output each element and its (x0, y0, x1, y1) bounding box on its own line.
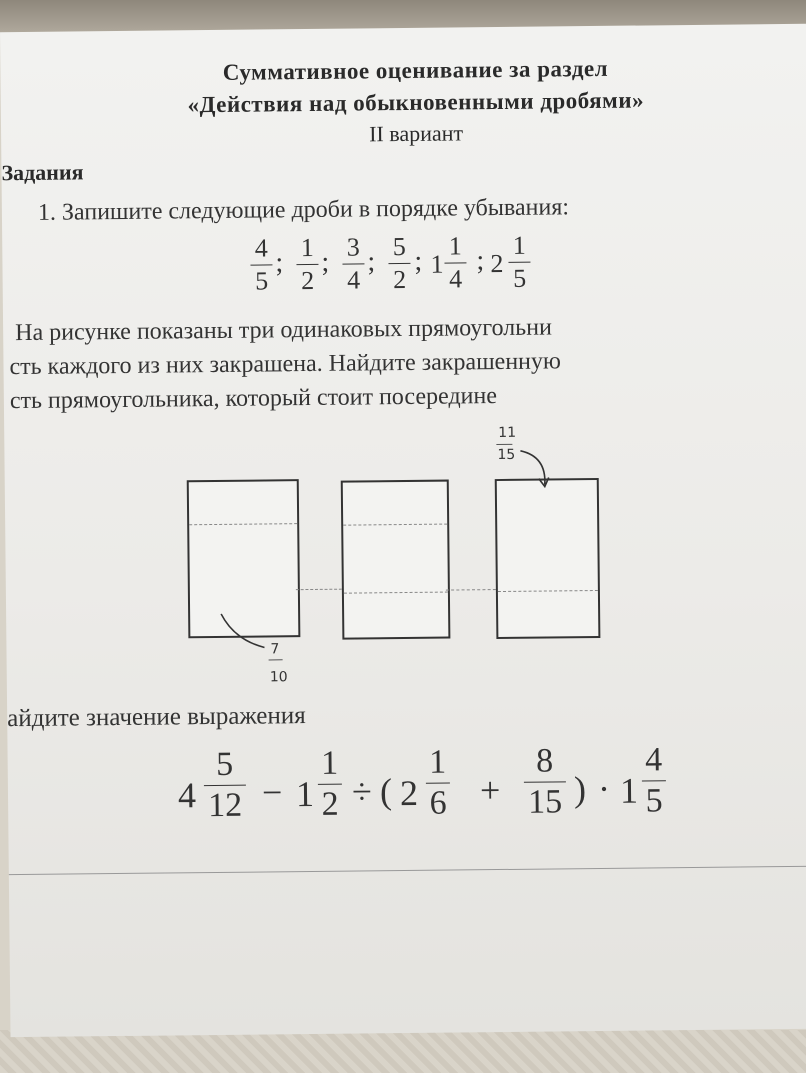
separator: ; (275, 247, 284, 279)
rectangle-middle (341, 480, 451, 640)
fraction-6-num: 1 (512, 230, 526, 260)
fraction-5-den: 4 (448, 264, 463, 294)
fraction-4-den: 2 (392, 264, 407, 295)
task1-text: 1. Запишите следующие дроби в порядке убывания: (37, 194, 570, 226)
expr-term1-whole: 4 (177, 775, 197, 816)
divider-line (9, 866, 806, 875)
expr-term3-num: 1 (428, 743, 447, 781)
dashed-connector-right (446, 589, 496, 591)
expr-term3-fraction (426, 743, 451, 822)
expr-term5-den: 5 (645, 782, 663, 820)
expr-term3-den: 6 (429, 784, 447, 822)
section-label: Задания (1, 159, 84, 186)
fraction-5-num: 1 (448, 231, 462, 261)
expr-open-paren: ( (379, 771, 393, 812)
expr-term4-fraction (524, 744, 567, 819)
expr-close-paren: ) (573, 769, 587, 810)
expr-divide: ÷ (351, 771, 372, 812)
task2-line2: сть каждого из них закрашена. Найдите закрашенную (9, 348, 562, 381)
expr-term2-den: 2 (321, 785, 339, 823)
expr-term3-whole: 2 (399, 772, 419, 814)
annotation-left-den: 10 (269, 669, 288, 686)
header-title-line2: «Действия над обыкновенными дробями» (187, 87, 645, 118)
expr-term5-whole: 1 (619, 770, 639, 811)
fraction-2-den: 2 (300, 265, 315, 296)
task2-line1: На рисунке показаны три одинаковых прямоугольни (15, 314, 552, 347)
annotation-right-bar (496, 444, 512, 445)
fraction-6-den: 5 (512, 263, 527, 293)
fraction-3-den: 4 (346, 265, 361, 295)
rectangle-middle-divider-bottom (344, 592, 448, 594)
arrow-icon-left (216, 609, 280, 660)
annotation-right-den: 15 (497, 446, 516, 464)
separator: ; (476, 245, 485, 277)
fraction-bar (250, 264, 272, 265)
expr-term2-num: 1 (321, 744, 339, 782)
separator: ; (414, 245, 423, 277)
expr-minus: − (261, 772, 283, 813)
expr-plus: + (479, 770, 501, 811)
rectangle-left-divider (189, 523, 297, 525)
separator: ; (321, 246, 330, 278)
fraction-4-num: 5 (392, 231, 406, 262)
worksheet-paper (0, 24, 806, 1037)
fraction-bar (342, 263, 364, 264)
separator: ; (367, 246, 376, 278)
fraction-6 (508, 230, 531, 293)
arrow-icon-right (516, 444, 557, 494)
fraction-1-num: 4 (254, 233, 268, 263)
fraction-5 (444, 233, 467, 292)
rectangle-right-divider (498, 590, 598, 592)
fraction-4 (388, 231, 411, 295)
fraction-bar (444, 262, 466, 263)
fraction-bar (388, 263, 410, 264)
annotation-left-bar (269, 659, 283, 660)
dashed-connector-left (296, 589, 342, 590)
expr-multiply: · (597, 768, 611, 809)
fraction-2 (296, 232, 319, 296)
fraction-3-num: 3 (346, 232, 360, 262)
expr-term1-den: 12 (207, 786, 243, 825)
header-title-line1: Суммативное оценивание за раздел (222, 55, 609, 85)
fraction-6-whole: 2 (490, 248, 504, 279)
expr-term2-whole: 1 (295, 773, 315, 815)
fraction-1 (250, 235, 273, 294)
expr-term5-fraction (642, 743, 667, 818)
annotation-right-num: 11 (498, 424, 517, 442)
fraction-5-whole: 1 (430, 249, 444, 279)
fraction-3 (342, 234, 365, 293)
annotation-left-num: 7 (270, 641, 280, 658)
expr-term5-num: 4 (644, 741, 663, 779)
rectangle-right (495, 478, 601, 639)
task3-text: айдите значение выражения (7, 702, 306, 733)
fraction-bar (508, 262, 530, 263)
fraction-bar (296, 264, 318, 265)
expr-term4-den: 15 (527, 783, 563, 821)
expr-term1-num: 5 (216, 745, 234, 783)
expr-term4-num: 8 (535, 742, 554, 780)
background-fabric-bottom (0, 1030, 806, 1073)
fraction-1-den: 5 (254, 266, 269, 296)
fraction-2-num: 1 (300, 232, 314, 263)
expr-term2-fraction (318, 744, 343, 823)
variant-label: II вариант (368, 120, 464, 147)
task2-line3: сть прямоугольника, который стоит посередине (9, 383, 498, 415)
rectangle-middle-divider-top (343, 524, 447, 526)
expr-term1-fraction (204, 745, 247, 825)
